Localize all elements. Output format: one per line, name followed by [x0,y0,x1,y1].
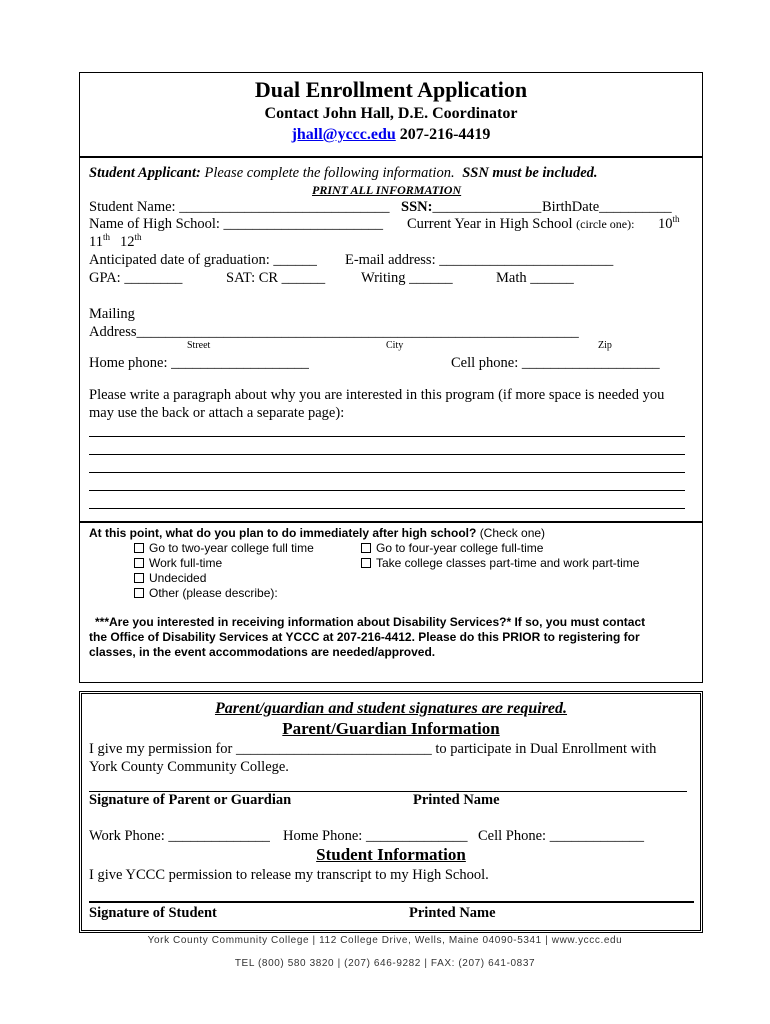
disability-notice-line-2: the Office of Disability Services at YCCC at 207-216-4412. Please do this PRIOR to registering for [89,630,640,644]
mailing-label: Mailing [89,306,135,322]
grade-11-number: 11 [89,234,103,250]
paragraph-writing-line[interactable] [89,436,685,437]
zip-caption: Zip [598,340,612,351]
applicant-intro [89,165,598,182]
disability-notice-line-1: ***Are you interested in receiving information about Disability Services?* If so, you must contact [95,615,646,629]
coordinator-phone: 207-216-4419 [399,126,491,143]
high-school-field[interactable]: Name of High School: ______________________ [89,216,384,232]
option-other[interactable] [134,586,278,600]
sat-cr-field[interactable]: SAT: CR ______ [226,270,326,286]
paragraph-writing-line[interactable] [89,508,685,509]
grade-10-suffix: th [672,214,680,224]
circle-one-note: (circle one): [576,217,635,231]
option-label: Go to four-year college full-time [376,541,544,555]
grade-10-option[interactable] [658,216,680,233]
grade-12-suffix: th [134,232,142,242]
paragraph-writing-line[interactable] [89,472,685,473]
student-printed-name-label: Printed Name [409,905,496,921]
coordinator-contact: Contact John Hall, D.E. Coordinator [264,105,518,122]
gpa-field[interactable]: GPA: ________ [89,270,183,286]
ssn-note: SSN must be included. [462,165,598,181]
option-label: Go to two-year college full time [149,541,314,555]
sat-math-field[interactable]: Math ______ [496,270,574,286]
option-label: Other (please describe): [149,586,278,600]
form-title: Dual Enrollment Application [254,77,528,102]
checkbox[interactable] [134,543,144,553]
parent-signature-label: Signature of Parent or Guardian [89,792,292,808]
grade-11-option[interactable] [89,234,110,251]
applicant-instruction: Please complete the following information. [204,165,455,181]
email-address-field[interactable]: E-mail address: ________________________ [345,252,614,268]
sat-writing-field[interactable]: Writing ______ [361,270,453,286]
street-caption: Street [187,340,211,351]
option-label: Take college classes part-time and work part-time [376,556,640,570]
checkbox[interactable] [134,573,144,583]
ssn-field[interactable] [401,199,541,216]
birthdate-field[interactable]: BirthDate__________ [542,199,672,215]
graduation-date-field[interactable]: Anticipated date of graduation: ______ [89,252,317,268]
option-label: Work full-time [149,556,223,570]
check-one-note: (Check one) [479,526,546,540]
plans-question-text: At this point, what do you plan to do immediately after high school? [89,526,477,540]
plans-question [89,526,545,540]
parent-cell-phone-field[interactable]: Cell Phone: _____________ [478,828,644,844]
option-part-time-classes[interactable] [361,556,639,570]
option-label: Undecided [149,571,207,585]
home-phone-field[interactable]: Home phone: ___________________ [89,355,309,371]
permission-statement-line-1[interactable]: I give my permission for ___________________________ to participate in Dual Enrollment with [89,741,657,757]
option-work-full-time[interactable] [134,556,222,570]
coordinator-email-link[interactable]: jhall@yccc.edu [291,126,396,143]
work-phone-field[interactable]: Work Phone: ______________ [89,828,270,844]
ssn-label: SSN: [401,199,433,215]
option-undecided[interactable] [134,571,206,585]
checkbox[interactable] [134,558,144,568]
current-year-text: Current Year in High School [407,216,573,232]
student-info-heading: Student Information [316,845,466,864]
parent-printed-name-label: Printed Name [413,792,500,808]
current-year-label [407,216,634,233]
student-signature-label: Signature of Student [89,905,217,921]
parent-info-heading: Parent/Guardian Information [282,719,500,738]
ssn-blank: _______________ [432,199,542,215]
mailing-address-field[interactable]: Address_____________________________________________________________ [89,324,579,340]
paragraph-prompt-line-1: Please write a paragraph about why you are interested in this program (if more space is needed you [89,387,665,403]
grade-11-suffix: th [102,232,110,242]
signatures-required-note: Parent/guardian and student signatures are required. [214,700,568,717]
checkbox[interactable] [361,543,371,553]
contact-line [0,126,770,144]
applicant-label: Student Applicant: [89,165,201,181]
footer-phones: TEL (800) 580 3820 | (207) 646-9282 | FAX: (207) 641-0837 [234,958,536,969]
permission-statement-line-2: York County Community College. [89,759,289,775]
paragraph-writing-line[interactable] [89,490,685,491]
print-all-note: PRINT ALL INFORMATION [312,183,462,197]
student-name-field[interactable]: Student Name: _____________________________ [89,199,390,215]
grade-12-number: 12 [120,234,135,250]
footer-address: York County Community College | 112 College Drive, Wells, Maine 04090-5341 | www.yccc.edu [147,935,623,946]
grade-12-option[interactable] [120,234,142,251]
option-four-year-college[interactable] [361,541,543,555]
student-signature-line[interactable] [89,901,694,903]
checkbox[interactable] [134,588,144,598]
parent-home-phone-field[interactable]: Home Phone: ______________ [283,828,468,844]
transcript-release-text: I give YCCC permission to release my transcript to my High School. [89,867,489,883]
disability-notice-line-3: classes, in the event accommodations are needed/approved. [89,645,436,659]
cell-phone-field[interactable]: Cell phone: ___________________ [451,355,660,371]
option-two-year-college[interactable] [134,541,314,555]
paragraph-prompt-line-2: may use the back or attach a separate page): [89,405,345,421]
city-caption: City [386,340,404,351]
paragraph-writing-line[interactable] [89,454,685,455]
grade-10-number: 10 [658,216,673,232]
checkbox[interactable] [361,558,371,568]
